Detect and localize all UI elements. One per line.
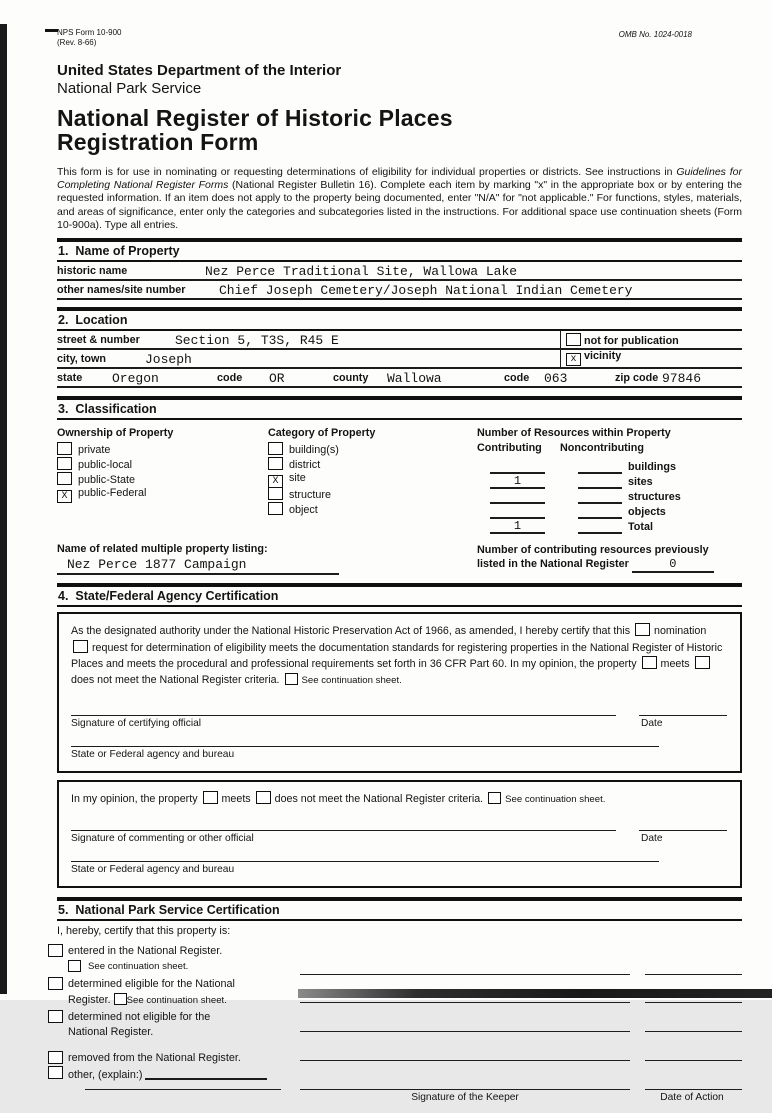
resources-column <box>477 427 742 534</box>
category-buildings-checkbox[interactable] <box>268 442 283 455</box>
form-content <box>57 28 742 1113</box>
street-label: street & number <box>57 334 140 347</box>
zip-label: zip code <box>615 372 659 385</box>
ownership-public-state-checkbox[interactable] <box>57 472 72 485</box>
date-line-2[interactable] <box>639 830 727 831</box>
county-label: county <box>333 372 369 385</box>
historic-name-label: historic name <box>57 265 128 278</box>
ownership-private-label: private <box>78 444 111 457</box>
does-not-meet-checkbox[interactable] <box>695 656 710 669</box>
noncontributing-header: Noncontributing <box>560 442 644 455</box>
entered-continuation-label: See continuation sheet. <box>88 960 189 972</box>
see-continuation2-label: See continuation sheet. <box>505 794 606 806</box>
total-label: Total <box>628 521 653 534</box>
agency-title: National Park Service <box>57 80 202 97</box>
eligible-label-line2 <box>68 993 227 1006</box>
keeper-label: Signature of the Keeper <box>411 1091 519 1103</box>
state-label: state <box>57 372 83 385</box>
signature-area <box>71 701 728 734</box>
category-option <box>268 457 458 472</box>
related-listing-block <box>57 543 742 577</box>
action-line-2[interactable] <box>645 1002 742 1003</box>
contributing-buildings-field[interactable] <box>490 459 545 474</box>
city-row <box>57 350 742 369</box>
category-option <box>268 502 458 517</box>
agency2-label: State or Federal agency and bureau <box>71 863 235 875</box>
ownership-public-local-label: public-local <box>78 459 133 472</box>
other-extra-line[interactable] <box>85 1089 281 1090</box>
nps-certification-body <box>57 941 742 1113</box>
category-option <box>268 442 458 457</box>
signature-area-2 <box>71 816 728 849</box>
form-number-line2: (Rev. 8-66) <box>57 37 97 47</box>
form-title <box>57 106 742 154</box>
previously-listed-label-line1: Number of contributing resources previously <box>477 544 709 557</box>
contributing-header: Contributing <box>477 442 542 455</box>
previously-listed-field[interactable]: 0 <box>632 557 714 573</box>
category-district-checkbox[interactable] <box>268 457 283 470</box>
ownership-option <box>57 472 257 487</box>
date-of-action-label: Date of Action <box>660 1091 724 1103</box>
removed-label: removed from the National Register. <box>68 1051 241 1064</box>
not-for-publication-checkbox[interactable] <box>566 333 581 346</box>
eligible-checkbox[interactable] <box>48 977 63 990</box>
state-code-field[interactable]: OR <box>269 371 285 387</box>
keeper-line-5[interactable] <box>300 1089 630 1090</box>
entered-label: entered in the National Register. <box>68 944 223 957</box>
entered-checkbox[interactable] <box>48 944 63 957</box>
other-names-label: other names/site number <box>57 284 186 297</box>
meets2-checkbox[interactable] <box>203 791 218 804</box>
eligible-continuation-label: See continuation sheet. <box>126 994 227 1006</box>
certification2-text: In my opinion, the property <box>71 793 198 806</box>
meets2-label: meets <box>221 793 251 806</box>
resources-title: Number of Resources within Property <box>477 427 671 440</box>
department-title: United States Department of the Interior <box>57 62 342 79</box>
request-checkbox[interactable] <box>73 640 88 653</box>
action-line-4[interactable] <box>645 1060 742 1061</box>
see-continuation-label: See continuation sheet. <box>301 674 402 686</box>
form-header <box>57 28 742 48</box>
previously-listed-label-line2: listed in the National Register <box>477 558 629 571</box>
related-listing-field[interactable]: Nez Perce 1877 Campaign <box>57 555 339 575</box>
category-buildings-label: building(s) <box>289 444 339 457</box>
state-row <box>57 369 742 388</box>
nps-certification-intro: I, hereby, certify that this property is: <box>57 924 231 937</box>
ownership-public-state-label: public-State <box>78 474 136 487</box>
date-label: Date <box>641 718 663 730</box>
signature-line-2[interactable] <box>71 830 616 831</box>
sites-label: sites <box>628 476 653 489</box>
other-label <box>68 1067 267 1081</box>
nomination-checkbox[interactable] <box>635 623 650 636</box>
agency-area <box>71 736 728 763</box>
instructions-paragraph <box>57 166 742 232</box>
not-eligible-checkbox[interactable] <box>48 1010 63 1023</box>
category-object-label: object <box>289 504 318 517</box>
vicinity-label: vicinity <box>584 350 622 363</box>
see-continuation-checkbox[interactable] <box>285 673 298 685</box>
does-not-meet-label: does not meet the National Register criteria. <box>71 673 280 686</box>
signature-label: Signature of certifying official <box>71 718 202 730</box>
ownership-private-checkbox[interactable] <box>57 442 72 455</box>
nomination-label: nomination <box>654 625 707 638</box>
historic-name-field[interactable]: Nez Perce Traditional Site, Wallowa Lake <box>205 264 518 280</box>
other-explain-text: other, (explain:) <box>68 1068 143 1081</box>
action-line-5[interactable] <box>645 1089 742 1090</box>
certification1-text: As the designated authority under the National Historic Preservation Act of 1966, as amended, I hereby certify that this <box>71 625 631 638</box>
meets-checkbox[interactable] <box>642 656 657 669</box>
see-continuation2-checkbox[interactable] <box>488 792 501 804</box>
signature-line[interactable] <box>71 715 616 716</box>
other-checkbox[interactable] <box>48 1066 63 1079</box>
county-field[interactable]: Wallowa <box>387 371 442 387</box>
instructions-text: This form is for use in nominating or requesting determinations of eligibility for individual properties or districts. See instructions in <box>57 166 677 178</box>
keeper-line-4[interactable] <box>300 1060 630 1061</box>
omb-number: OMB No. 1024-0018 <box>618 30 692 39</box>
contributing-total-field[interactable]: 1 <box>490 519 545 534</box>
city-label: city, town <box>57 353 106 366</box>
does-not-meet2-checkbox[interactable] <box>256 791 271 804</box>
street-row <box>57 331 742 350</box>
section1-heading: 1. Name of Property <box>57 238 742 262</box>
contributing-structures-field[interactable] <box>490 489 545 504</box>
category-structure-checkbox[interactable] <box>268 487 283 500</box>
ownership-option <box>57 457 257 472</box>
street-field[interactable]: Section 5, T3S, R45 E <box>175 333 339 349</box>
eligible-continuation-checkbox[interactable] <box>114 993 127 1005</box>
action-line-1[interactable] <box>645 974 742 975</box>
date2-label: Date <box>641 832 663 844</box>
county-code-label: code <box>504 372 530 385</box>
other-names-field[interactable]: Chief Joseph Cemetery/Joseph National Indian Cemetery <box>219 283 633 299</box>
ownership-option <box>57 442 257 457</box>
classification-body <box>57 427 742 535</box>
objects-label: objects <box>628 506 666 519</box>
ownership-option <box>57 487 257 502</box>
category-object-checkbox[interactable] <box>268 502 283 515</box>
certification1-text-cont: request for determination of eligibility meets the documentation standards for registering properties in the National Register of Historic Places and meets the procedural and professional requirements set forth in 36 CFR Part 60. In my opinion, the property <box>71 641 723 671</box>
noncontributing-buildings-field[interactable] <box>578 459 622 474</box>
city-field[interactable]: Joseph <box>145 352 192 368</box>
category-structure-label: structure <box>289 489 332 502</box>
entered-continuation-checkbox[interactable] <box>68 960 81 972</box>
related-listing-label: Name of related multiple property listing: <box>57 543 268 556</box>
state-code-label: code <box>217 372 243 385</box>
category-site-checkbox[interactable]: X <box>268 475 283 488</box>
buildings-label: buildings <box>628 461 676 474</box>
contributing-sites-field[interactable]: 1 <box>490 474 545 489</box>
structures-label: structures <box>628 491 681 504</box>
instructions-italic-title: Guidelines for Completing National Register Forms <box>57 166 742 192</box>
category-option <box>268 472 458 487</box>
category-site-label: site <box>289 472 306 485</box>
keeper-line-1[interactable] <box>300 974 630 975</box>
category-column <box>268 427 458 517</box>
scan-edge-artifact <box>0 24 7 994</box>
section4-heading: 4. State/Federal Agency Certification <box>57 583 742 607</box>
instructions-text-cont: (National Register Bulletin 16). Complete each item by marking "x" in the appropriate box or by entering the requested information. If an item does not apply to the property being documented, enter "N/A" for "not applicable." For functions, styles, materials, and areas of significance, enter only the categories and subcategories listed in the instructions. For additional space use continuation sheets (Form 10-900a). Type all entries. <box>57 179 742 231</box>
ownership-title: Ownership of Property <box>57 427 174 440</box>
contributing-objects-field[interactable] <box>490 504 545 519</box>
category-title: Category of Property <box>268 427 376 440</box>
certification-box-1 <box>57 612 742 773</box>
noncontributing-sites-field[interactable] <box>578 474 622 489</box>
agency-label: State or Federal agency and bureau <box>71 749 235 761</box>
form-title-line2: Registration Form <box>57 129 259 155</box>
date-line[interactable] <box>639 715 727 716</box>
not-for-publication-block <box>560 331 742 348</box>
does-not-meet2-label: does not meet the National Register criteria. <box>274 793 484 806</box>
agency-line[interactable] <box>71 746 659 747</box>
keeper-line-2[interactable] <box>300 1002 630 1003</box>
other-explain-field[interactable] <box>145 1067 267 1080</box>
category-option <box>268 487 458 502</box>
section3-heading: 3. Classification <box>57 396 742 420</box>
signature2-label: Signature of commenting or other official <box>71 832 254 844</box>
vicinity-block <box>560 350 742 367</box>
state-field[interactable]: Oregon <box>112 371 159 387</box>
zip-field[interactable]: 97846 <box>662 371 702 387</box>
not-eligible-label-line1: determined not eligible for the <box>68 1010 211 1023</box>
ownership-public-federal-label: public-Federal <box>78 487 147 500</box>
noncontributing-structures-field[interactable] <box>578 489 622 504</box>
vicinity-checkbox[interactable]: x <box>566 353 581 366</box>
form-number-line1: NPS Form 10-900 <box>57 28 122 37</box>
category-district-label: district <box>289 459 321 472</box>
historic-name-row <box>57 262 742 281</box>
certification-box-2 <box>57 780 742 888</box>
section2-heading: 2. Location <box>57 307 742 331</box>
noncontributing-objects-field[interactable] <box>578 504 622 519</box>
action-line-3[interactable] <box>645 1031 742 1032</box>
previously-listed-block <box>477 543 742 573</box>
not-for-publication-label: not for publication <box>584 335 679 348</box>
eligible-register-text: Register. <box>68 993 111 1006</box>
county-code-field[interactable]: 063 <box>544 371 568 387</box>
other-names-row <box>57 281 742 300</box>
ownership-column <box>57 427 257 502</box>
meets-label: meets <box>660 658 690 671</box>
section5-heading: 5. National Park Service Certification <box>57 897 742 921</box>
keeper-line-3[interactable] <box>300 1031 630 1032</box>
removed-checkbox[interactable] <box>48 1051 63 1064</box>
noncontributing-total-field[interactable] <box>578 519 622 534</box>
eligible-label-line1: determined eligible for the National <box>68 977 235 990</box>
ownership-public-federal-checkbox[interactable]: X <box>57 490 72 503</box>
ownership-public-local-checkbox[interactable] <box>57 457 72 470</box>
agency-line-2[interactable] <box>71 861 659 862</box>
agency-area-2 <box>71 851 728 878</box>
not-eligible-label-line2: National Register. <box>68 1025 154 1038</box>
form-title-line1: National Register of Historic Places <box>57 105 453 131</box>
